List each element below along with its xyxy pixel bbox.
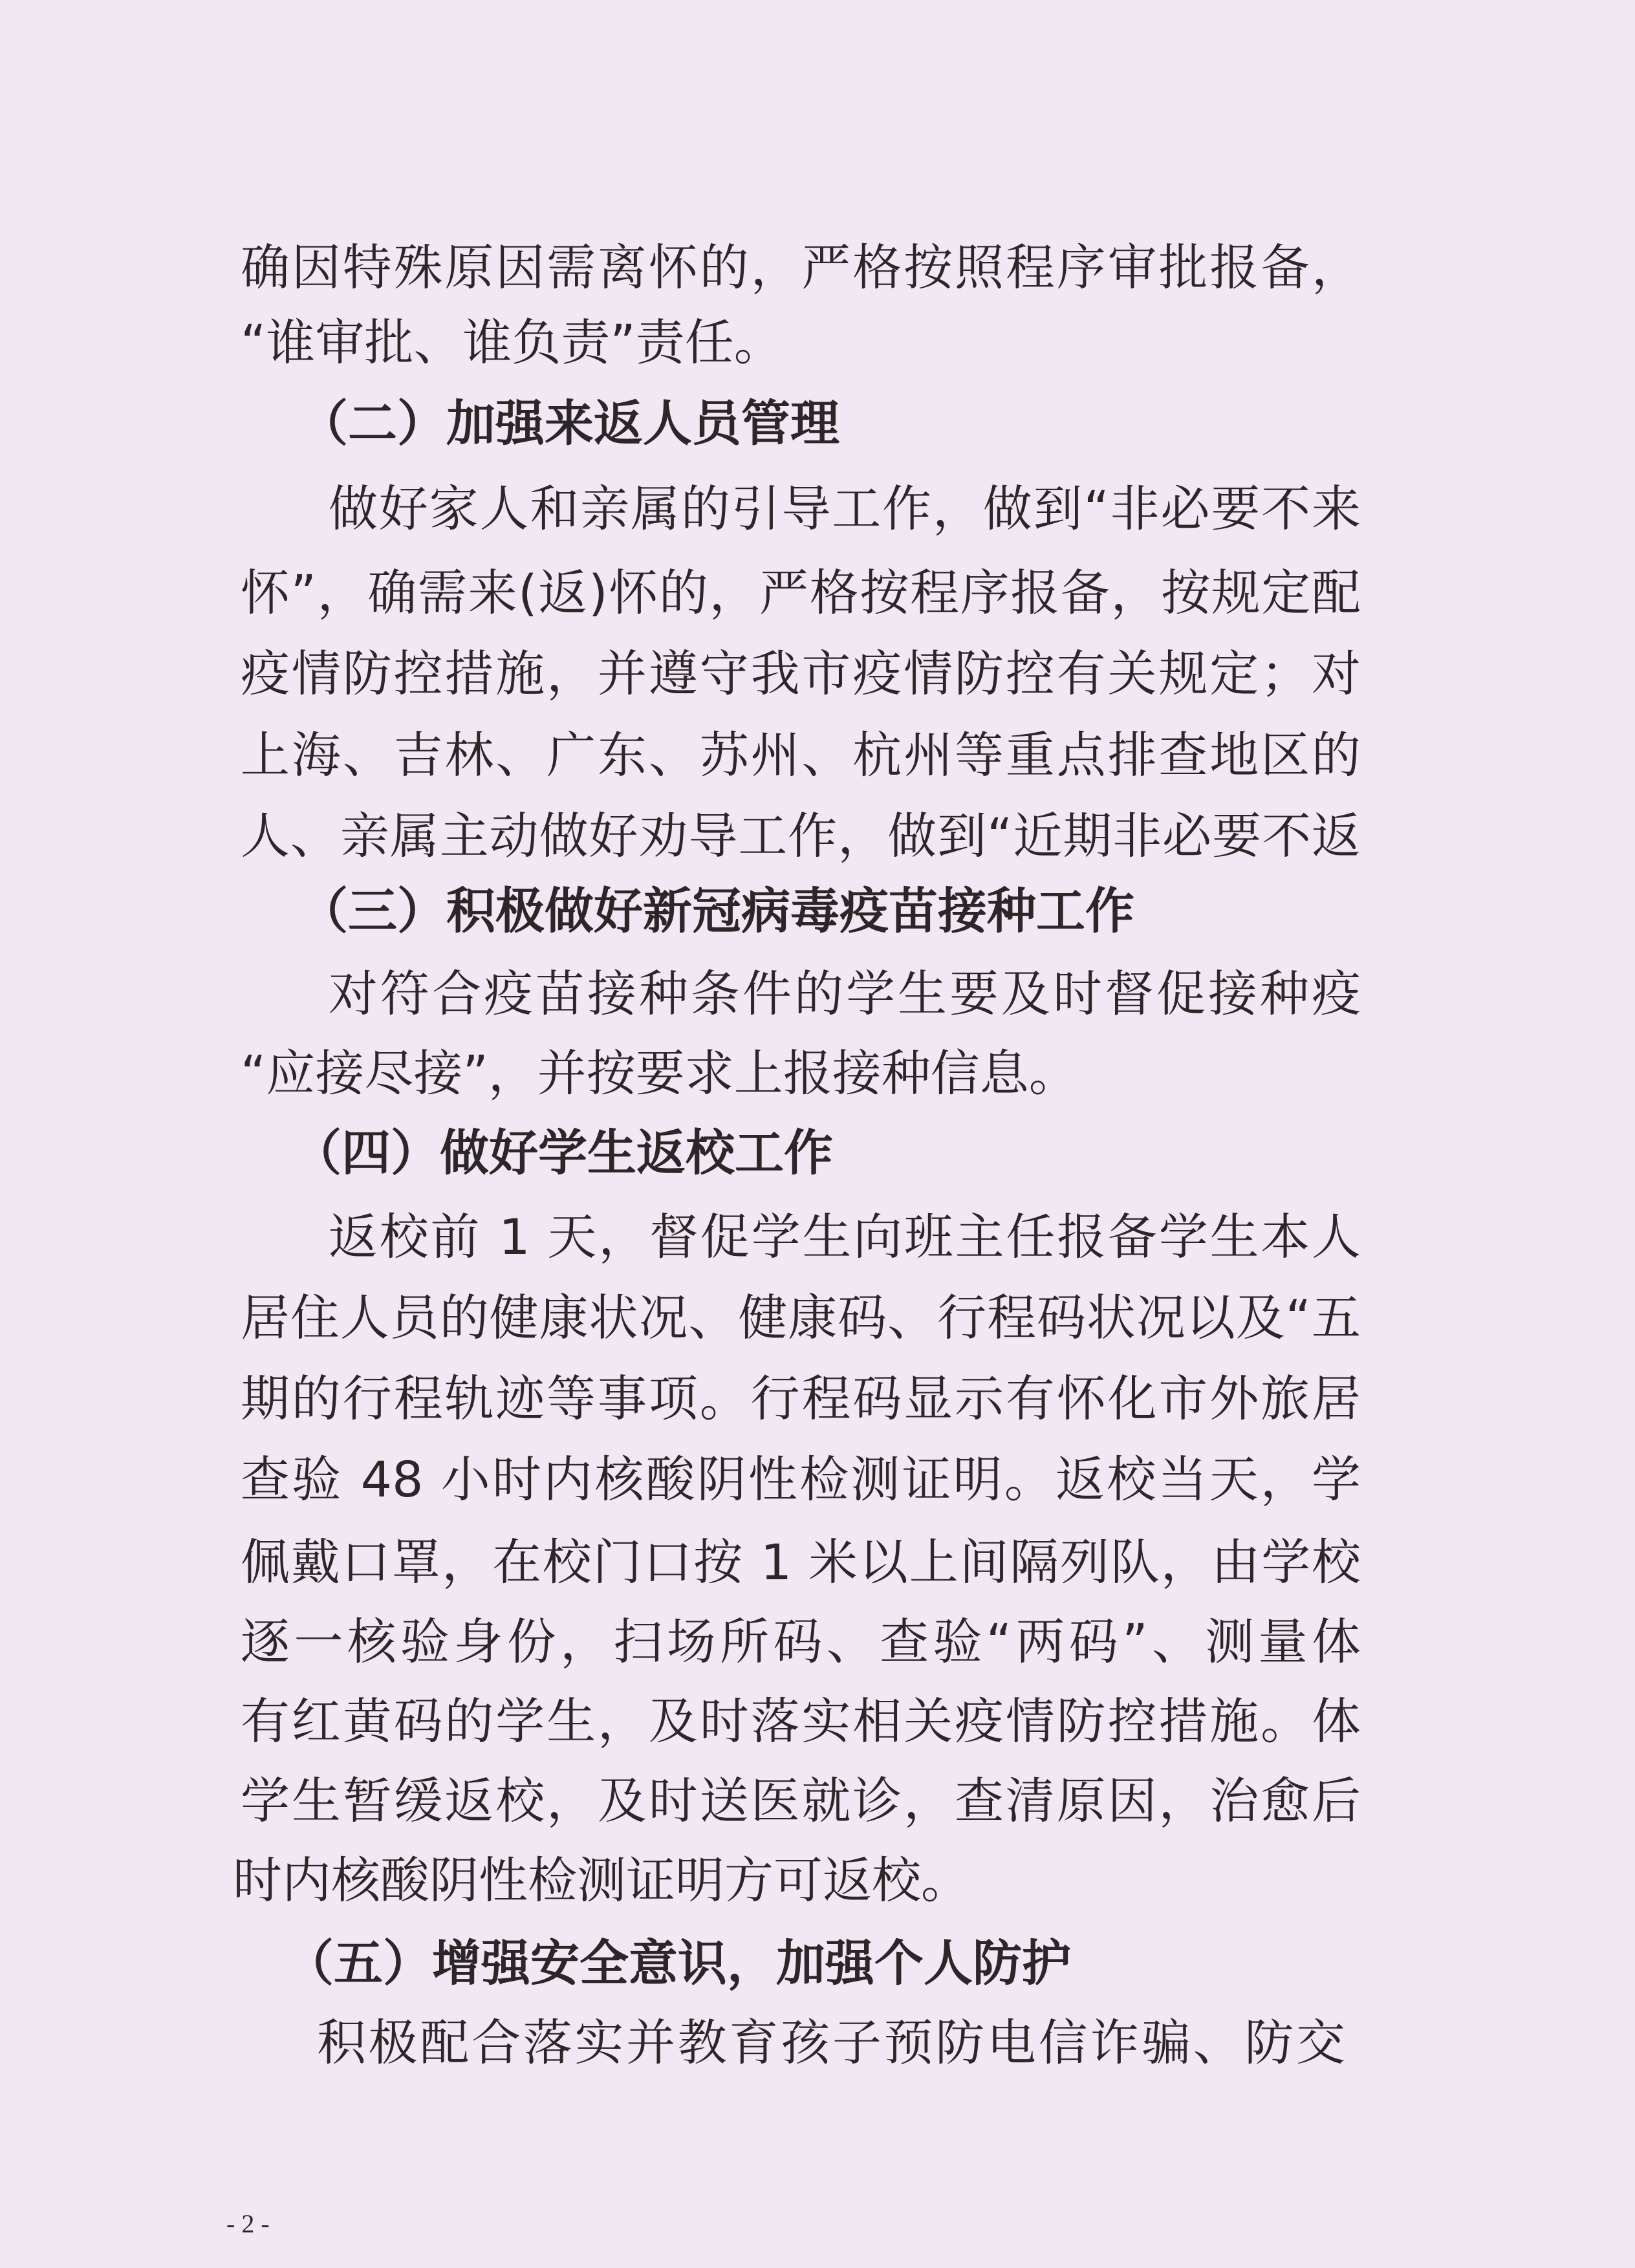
section-heading-5: （五）增强安全意识，加强个人防护 (285, 1934, 1071, 1992)
body-text-line: 有红黄码的学生，及时落实相关疫情防控措施。体 (241, 1692, 1361, 1750)
body-text-line: 积极配合落实并教育孩子预防电信诈骗、防交 (317, 2014, 1345, 2071)
body-text-line: 逐一核验身份，扫场所码、查验“两码”、测量体 (241, 1613, 1361, 1670)
body-text-line: 查验 48 小时内核酸阴性检测证明。返校当天，学 (241, 1451, 1361, 1508)
section-heading-3: （三）积极做好新冠病毒疫苗接种工作 (299, 882, 1134, 940)
body-text-line: 时内核酸阴性检测证明方可返校。 (233, 1852, 970, 1909)
page-number: - 2 - (226, 2209, 270, 2238)
body-text-line: 上海、吉林、广东、苏州、杭州等重点排查地区的 (241, 726, 1361, 784)
body-text-line: 做好家人和亲属的引导工作，做到“非必要不来 (329, 480, 1361, 537)
body-text-line: “谁审批、谁负责”责任。 (241, 314, 783, 371)
body-text-line: “应接尽接”，并按要求上报接种信息。 (241, 1044, 1078, 1102)
body-text-line: 居住人员的健康状况、健康码、行程码状况以及“五 (241, 1289, 1361, 1346)
body-text-line: 返校前 1 天，督促学生向班主任报备学生本人 (329, 1208, 1361, 1266)
body-text-line: 确因特殊原因需离怀的，严格按照程序审批报备， (241, 239, 1361, 296)
body-text-line: 怀”，确需来(返)怀的，严格按程序报备，按规定配 (241, 564, 1361, 621)
body-text-line: 疫情防控措施，并遵守我市疫情防控有关规定；对 (241, 645, 1361, 702)
body-text-line: 学生暂缓返校，及时送医就诊，查清原因，治愈后 (241, 1772, 1361, 1830)
body-text-line: 人、亲属主动做好劝导工作，做到“近期非必要不返 (241, 807, 1361, 865)
section-heading-2: （二）加强来返人员管理 (299, 394, 839, 452)
body-text-line: 佩戴口罩，在校门口按 1 米以上间隔列队，由学校 (241, 1533, 1361, 1591)
body-text-line: 期的行程轨迹等事项。行程码显示有怀化市外旅居 (241, 1370, 1361, 1427)
section-heading-4: （四）做好学生返校工作 (292, 1124, 833, 1182)
body-text-line: 对符合疫苗接种条件的学生要及时督促接种疫 (329, 965, 1361, 1022)
